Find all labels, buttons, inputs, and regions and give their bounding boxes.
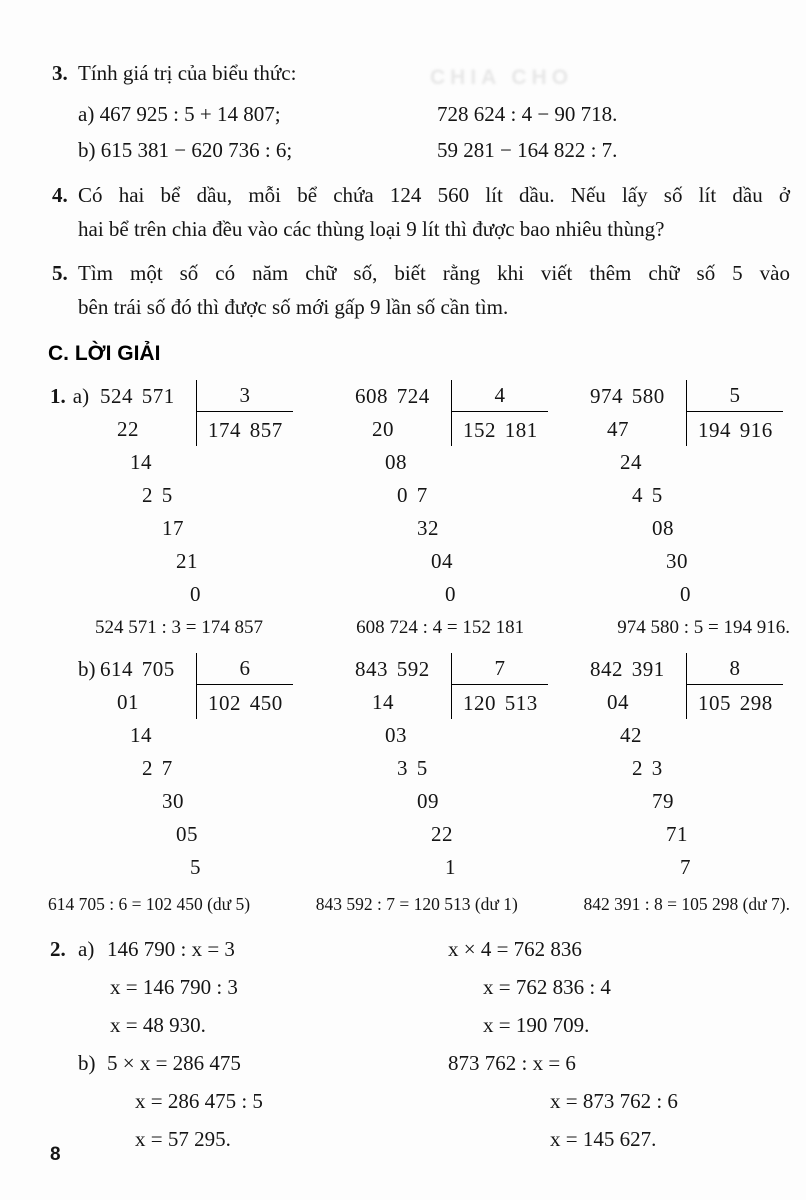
problem-4-line-2: hai bể trên chia đều vào các thùng loại 9 lít thì được bao nhiêu thùng?	[78, 217, 665, 241]
long-division-a1	[100, 380, 294, 611]
division-step: 14	[130, 450, 152, 474]
solution-2-number: 2.	[50, 937, 66, 961]
division-step: 71	[666, 822, 688, 846]
divisor: 4	[452, 380, 548, 412]
long-division-b2	[355, 653, 549, 884]
problem-3-expressions-row-a	[78, 96, 806, 132]
divisor: 6	[197, 653, 293, 685]
divisor-box	[451, 380, 548, 446]
division-step: 09	[417, 789, 439, 813]
equation-line	[50, 930, 263, 968]
equation-line: x = 762 836 : 4	[483, 975, 611, 999]
equation-line: x = 190 709.	[483, 1013, 590, 1037]
division-step: 0	[190, 582, 201, 606]
division-step: 04	[431, 549, 453, 573]
division-equation: 974 580 : 5 = 194 916.	[617, 617, 790, 638]
division-step: 30	[666, 549, 688, 573]
solution-1a-letter: a)	[72, 384, 90, 408]
division-step: 14	[372, 690, 394, 714]
long-division-a2	[355, 380, 549, 611]
quotient: 152 181	[463, 418, 538, 442]
dividend: 608 724	[355, 384, 430, 408]
division-step: 4 5	[632, 483, 663, 507]
solution-2a-letter: a)	[78, 937, 95, 961]
solution-1b-label: b)	[78, 657, 96, 681]
problem-5	[52, 256, 790, 324]
division-step: 22	[431, 822, 453, 846]
division-step: 21	[176, 549, 198, 573]
solution-1a-results	[95, 615, 790, 641]
equation-line: x = 145 627.	[550, 1127, 657, 1151]
equation-line: x × 4 = 762 836	[448, 937, 582, 961]
division-step: 17	[162, 516, 184, 540]
problem-5-number: 5.	[52, 261, 68, 285]
problem-4-number: 4.	[52, 183, 68, 207]
problem-4	[52, 178, 790, 246]
equation-line: 873 762 : x = 6	[448, 1051, 576, 1075]
long-division-a3	[590, 380, 784, 611]
division-step: 24	[620, 450, 642, 474]
division-step: 30	[162, 789, 184, 813]
equation-line: x = 48 930.	[110, 1013, 206, 1037]
equation-line: x = 57 295.	[135, 1127, 231, 1151]
dividend: 524 571	[100, 384, 175, 408]
division-step: 08	[652, 516, 674, 540]
divisor-box	[451, 653, 548, 719]
problem-3-title: Tính giá trị của biểu thức:	[78, 61, 297, 85]
problem-3-expressions-row-b	[78, 132, 806, 168]
division-step: 7	[680, 855, 691, 879]
dividend: 843 592	[355, 657, 430, 681]
dividend: 974 580	[590, 384, 665, 408]
quotient: 194 916	[698, 418, 773, 442]
division-step: 0	[445, 582, 456, 606]
page-number: 8	[50, 1144, 61, 1165]
equation-line: x = 146 790 : 3	[110, 975, 238, 999]
quotient: 102 450	[208, 691, 283, 715]
division-step: 2 3	[632, 756, 663, 780]
division-step: 2 5	[142, 483, 173, 507]
division-step: 03	[385, 723, 407, 747]
bleed-artifact: CHIA CHO	[430, 66, 574, 89]
dividend: 842 391	[590, 657, 665, 681]
expression-b-left: b) 615 381 − 620 736 : 6;	[78, 138, 293, 162]
divisor-box	[686, 380, 783, 446]
division-step: 5	[190, 855, 201, 879]
solution-2-left-column	[50, 930, 263, 1158]
division-equation: 608 724 : 4 = 152 181	[356, 617, 525, 638]
solution-2	[0, 930, 806, 1158]
division-step: 79	[652, 789, 674, 813]
division-step: 0 7	[397, 483, 428, 507]
quotient: 105 298	[698, 691, 773, 715]
division-step: 14	[130, 723, 152, 747]
problem-3-number: 3.	[52, 61, 68, 85]
quotient: 120 513	[463, 691, 538, 715]
division-equation: 524 571 : 3 = 174 857	[95, 617, 263, 638]
problem-5-line-1: Tìm một số có năm chữ số, biết rằng khi viết thêm chữ số 5 vào	[78, 261, 790, 285]
solutions-header: C. LỜI GIẢI	[48, 342, 161, 365]
division-step: 20	[372, 417, 394, 441]
equation-line: x = 286 475 : 5	[135, 1089, 263, 1113]
expression-b-right: 59 281 − 164 822 : 7.	[437, 138, 618, 162]
expression-a-left: a) 467 925 : 5 + 14 807;	[78, 102, 281, 126]
division-step: 1	[445, 855, 456, 879]
solution-2b-letter: b)	[78, 1051, 96, 1075]
solution-1-number: 1.	[50, 384, 66, 408]
long-division-b3	[590, 653, 784, 884]
solution-1b-divisions	[0, 653, 806, 884]
divisor: 8	[687, 653, 783, 685]
division-step: 22	[117, 417, 139, 441]
equation-text: 146 790 : x = 3	[107, 937, 235, 961]
solution-2-right-column	[448, 930, 678, 1158]
division-step: 42	[620, 723, 642, 747]
division-step: 0	[680, 582, 691, 606]
solution-1a-label	[50, 380, 89, 413]
divisor-box	[196, 380, 293, 446]
division-equation: 614 705 : 6 = 102 450 (dư 5)	[48, 894, 251, 914]
problem-3	[52, 56, 790, 90]
divisor-box	[686, 653, 783, 719]
equation-line	[50, 1044, 263, 1082]
expression-a-right: 728 624 : 4 − 90 718.	[437, 102, 618, 126]
division-equation: 842 391 : 8 = 105 298 (dư 7).	[583, 894, 790, 914]
quotient: 174 857	[208, 418, 283, 442]
problem-4-line-1: Có hai bể dầu, mỗi bể chứa 124 560 lít dầu. Nếu lấy số lít dầu ở	[78, 183, 790, 207]
division-step: 04	[607, 690, 629, 714]
division-step: 47	[607, 417, 629, 441]
division-step: 05	[176, 822, 198, 846]
division-step: 3 5	[397, 756, 428, 780]
divisor-box	[196, 653, 293, 719]
division-step: 08	[385, 450, 407, 474]
dividend: 614 705	[100, 657, 175, 681]
equation-text: 5 × x = 286 475	[107, 1051, 241, 1075]
division-equation: 843 592 : 7 = 120 513 (dư 1)	[315, 894, 518, 914]
equation-line: x = 873 762 : 6	[550, 1089, 678, 1113]
divisor: 3	[197, 380, 293, 412]
long-division-b1	[100, 653, 294, 884]
divisor: 5	[687, 380, 783, 412]
divisor: 7	[452, 653, 548, 685]
solution-1b-results	[48, 892, 790, 916]
division-step: 2 7	[142, 756, 173, 780]
solution-1a-divisions	[0, 380, 806, 611]
division-step: 32	[417, 516, 439, 540]
division-step: 01	[117, 690, 139, 714]
problem-5-line-2: bên trái số đó thì được số mới gấp 9 lần số cần tìm.	[78, 295, 509, 319]
